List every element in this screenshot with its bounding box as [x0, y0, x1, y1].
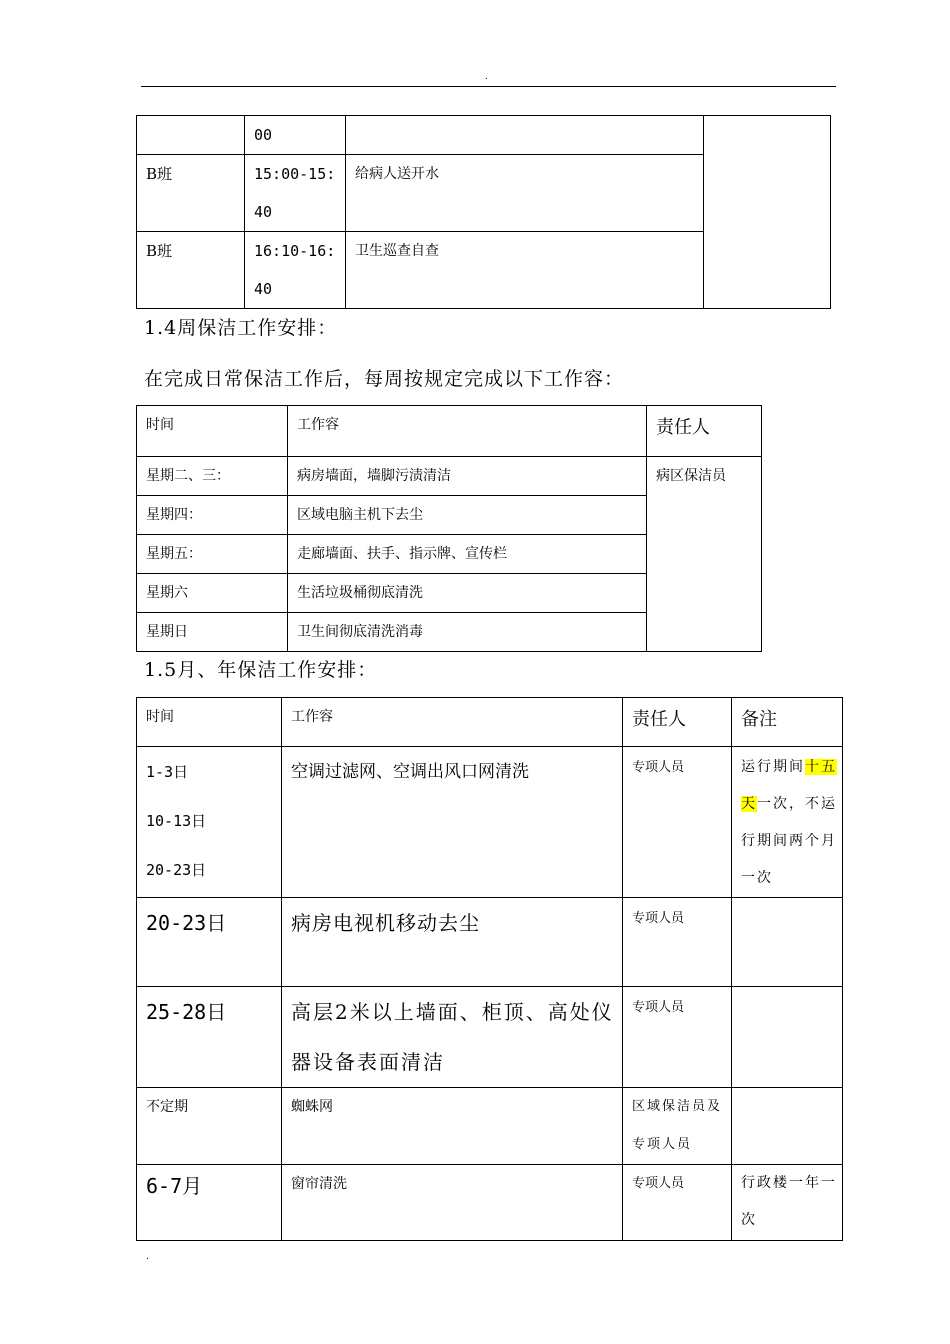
task-cell: 给病人送开水: [346, 155, 704, 232]
merged-blank-cell: [704, 116, 831, 309]
work-cell: 病房墙面，墙脚污渍清洁: [288, 457, 647, 496]
monthly-table: [136, 697, 843, 1241]
time-cell: 星期日: [137, 613, 288, 652]
work-cell: 生活垃圾桶彻底清洗: [288, 574, 647, 613]
person-cell: 专项人员: [623, 1165, 732, 1241]
note-cell: [732, 898, 843, 987]
work-cell: 走廊墙面、扶手、指示牌、宣传栏: [288, 535, 647, 574]
time-cell: 6-7月: [137, 1165, 282, 1241]
person-cell: 专项人员: [623, 747, 732, 898]
section-title-1-5: 1.5月、年保洁工作安排：: [144, 659, 378, 681]
work-cell: 高层2米以上墙面、柜顶、高处仪器设备表面清洁: [282, 987, 623, 1088]
task-cell: [346, 116, 704, 155]
work-cell: 空调过滤网、空调出风口网清洗: [282, 747, 623, 898]
note-cell: [732, 1088, 843, 1165]
header-work: 工作容: [282, 698, 623, 747]
person-cell: 专项人员: [623, 987, 732, 1088]
time-cell: 星期五：: [137, 535, 288, 574]
shift-cell: B班: [137, 155, 245, 232]
time-cell: 16:10-16: 40: [245, 232, 346, 309]
shift-cell: [137, 116, 245, 155]
shift-table: [136, 115, 831, 309]
person-cell: 病区保洁员: [647, 457, 762, 652]
work-cell: 蜘蛛网: [282, 1088, 623, 1165]
weekly-table: [136, 405, 762, 652]
footer-dot: .: [146, 1252, 149, 1262]
time-cell: 星期二、三：: [137, 457, 288, 496]
time-cell: 星期六: [137, 574, 288, 613]
header-person: 责任人: [623, 698, 732, 747]
note-cell: [732, 987, 843, 1088]
header-time: 时间: [137, 406, 288, 457]
time-cell: 00: [245, 116, 346, 155]
header-person: 责任人: [647, 406, 762, 457]
time-cell: 15:00-15: 40: [245, 155, 346, 232]
header-rule: [141, 86, 836, 87]
time-cell: 不定期: [137, 1088, 282, 1165]
work-cell: 区域电脑主机下去尘: [288, 496, 647, 535]
note-highlight: 十五天: [741, 759, 837, 812]
time-cell: 20-23日: [137, 898, 282, 987]
person-cell: 专项人员: [623, 898, 732, 987]
person-cell: 区域保洁员及专项人员: [623, 1088, 732, 1165]
note-cell: 行政楼一年一次: [732, 1165, 843, 1241]
time-cell: 25-28日: [137, 987, 282, 1088]
work-cell: 卫生间彻底清洗消毒: [288, 613, 647, 652]
header-note: 备注: [732, 698, 843, 747]
note-cell: [732, 747, 843, 898]
header-time: 时间: [137, 698, 282, 747]
work-cell: 窗帘清洗: [282, 1165, 623, 1241]
task-cell: 卫生巡查自查: [346, 232, 704, 309]
note-text-post: 一次，不运行期间两个月一次: [741, 796, 837, 886]
section-title-1-4: 1.4周保洁工作安排：: [144, 317, 338, 339]
shift-cell: B班: [137, 232, 245, 309]
header-dot: .: [485, 72, 488, 82]
work-cell: 病房电视机移动去尘: [282, 898, 623, 987]
note-text-pre: 运行期间: [741, 759, 805, 775]
header-work: 工作容: [288, 406, 647, 457]
time-cell: 星期四：: [137, 496, 288, 535]
section-intro-1-4: 在完成日常保洁工作后，每周按规定完成以下工作容：: [144, 368, 625, 390]
time-cell: 1-3日 10-13日 20-23日: [137, 747, 282, 898]
